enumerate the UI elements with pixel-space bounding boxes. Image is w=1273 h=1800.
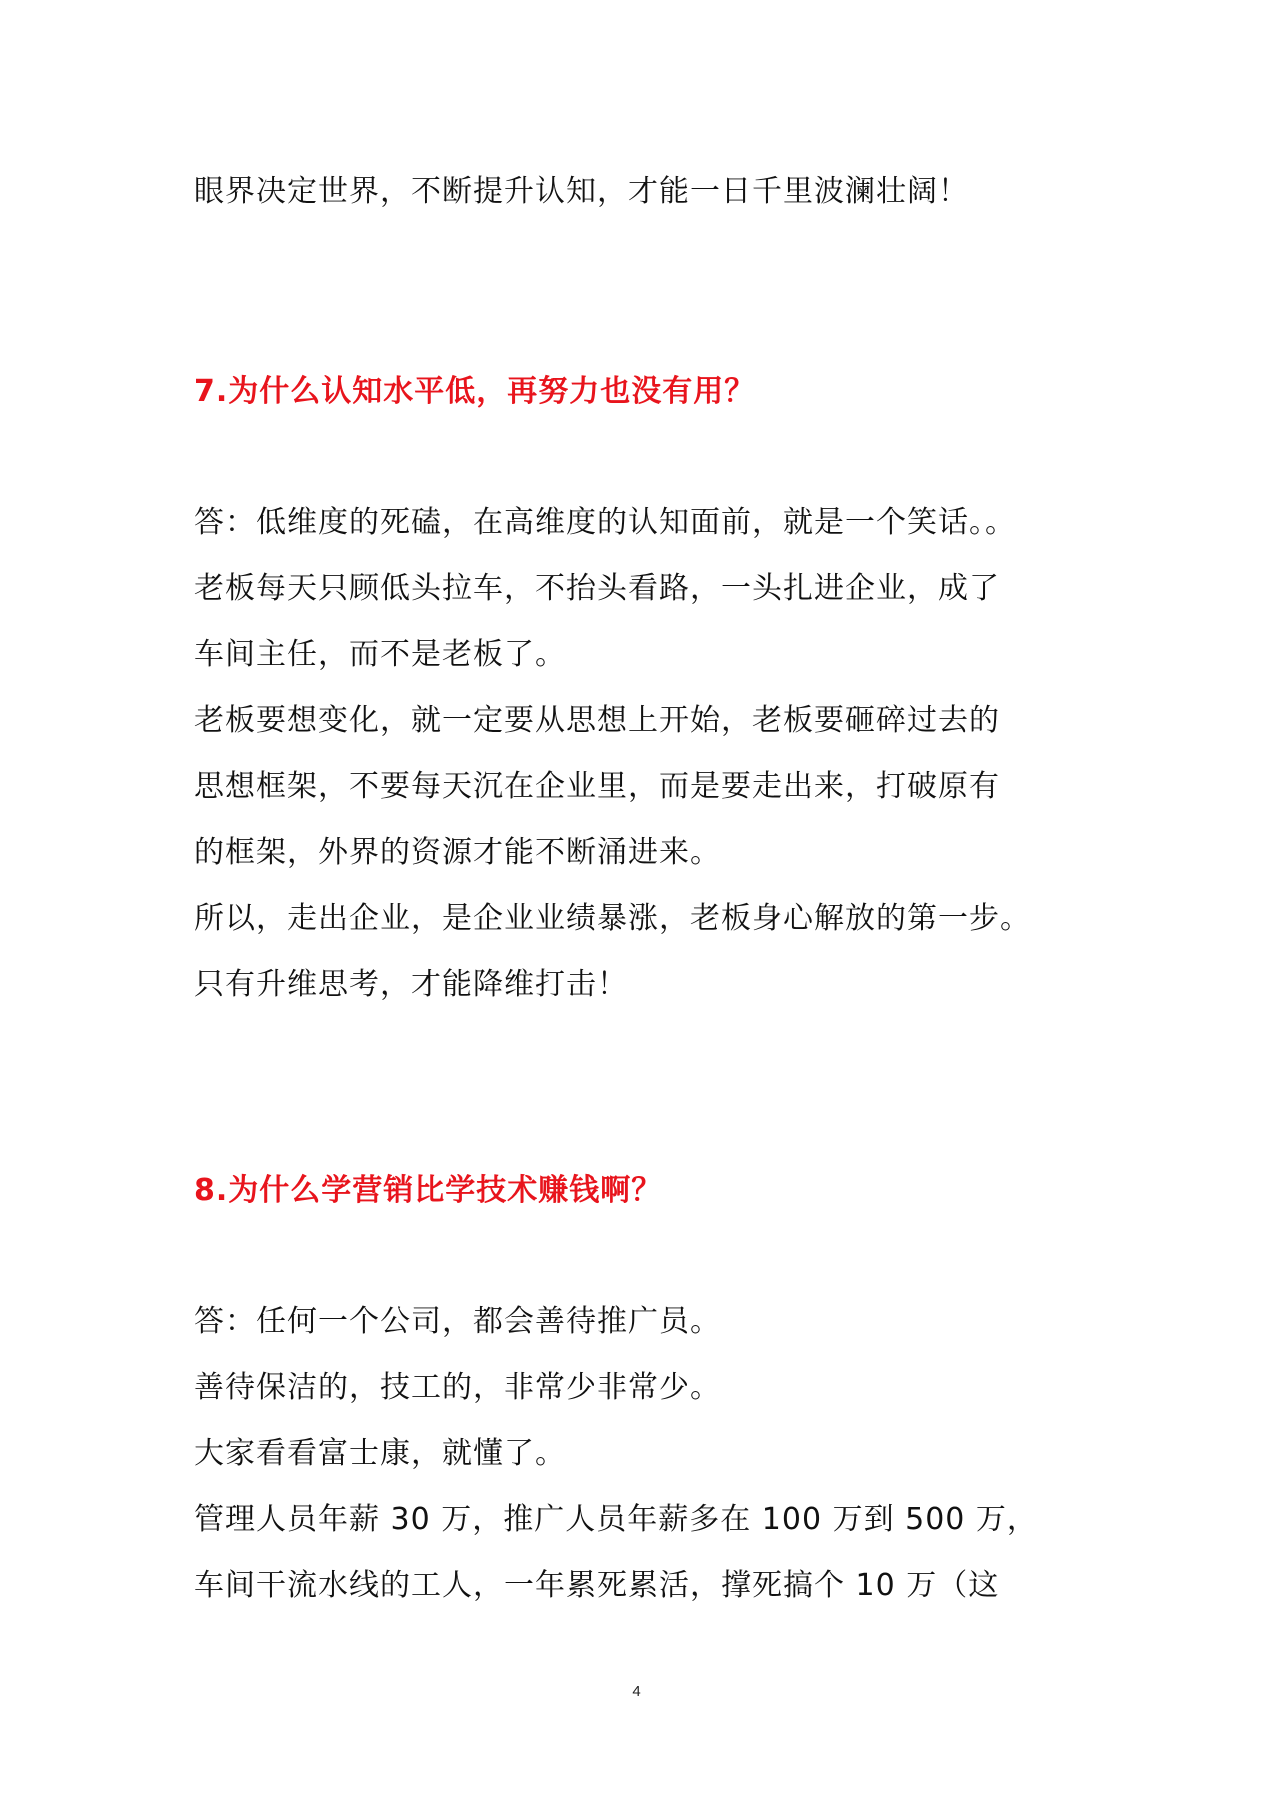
answer-line: 答：任何一个公司，都会善待推广员。: [194, 1304, 721, 1339]
page-number: 4: [632, 1683, 641, 1700]
answer-line: 大家看看富士康，就懂了。: [194, 1436, 566, 1471]
answer-line: 老板要想变化，就一定要从思想上开始，老板要砸碎过去的: [194, 703, 1000, 738]
answer-line: 所以，走出企业，是企业业绩暴涨，老板身心解放的第一步。: [194, 901, 1031, 936]
answer-line: 答：低维度的死磕，在高维度的认知面前，就是一个笑话。。: [194, 505, 1016, 540]
answer-line: 车间主任，而不是老板了。: [194, 637, 566, 672]
answer-line: 车间干流水线的工人，一年累死累活，撑死搞个 10 万（这: [194, 1568, 1000, 1603]
answer-line: 管理人员年薪 30 万，推广人员年薪多在 100 万到 500 万，: [194, 1502, 1038, 1537]
answer-line: 思想框架，不要每天沉在企业里，而是要走出来，打破原有: [194, 769, 1000, 804]
paragraph-line: 眼界决定世界，不断提升认知，才能一日千里波澜壮阔！: [194, 174, 969, 209]
question-heading-7: 7.为什么认知水平低，再努力也没有用？: [194, 374, 756, 409]
question-heading-8: 8.为什么学营销比学技术赚钱啊？: [194, 1173, 663, 1208]
answer-line: 老板每天只顾低头拉车，不抬头看路，一头扎进企业，成了: [194, 571, 1000, 606]
answer-line: 善待保洁的，技工的，非常少非常少。: [194, 1370, 721, 1405]
answer-line: 只有升维思考，才能降维打击！: [194, 967, 628, 1002]
answer-line: 的框架，外界的资源才能不断涌进来。: [194, 835, 721, 870]
